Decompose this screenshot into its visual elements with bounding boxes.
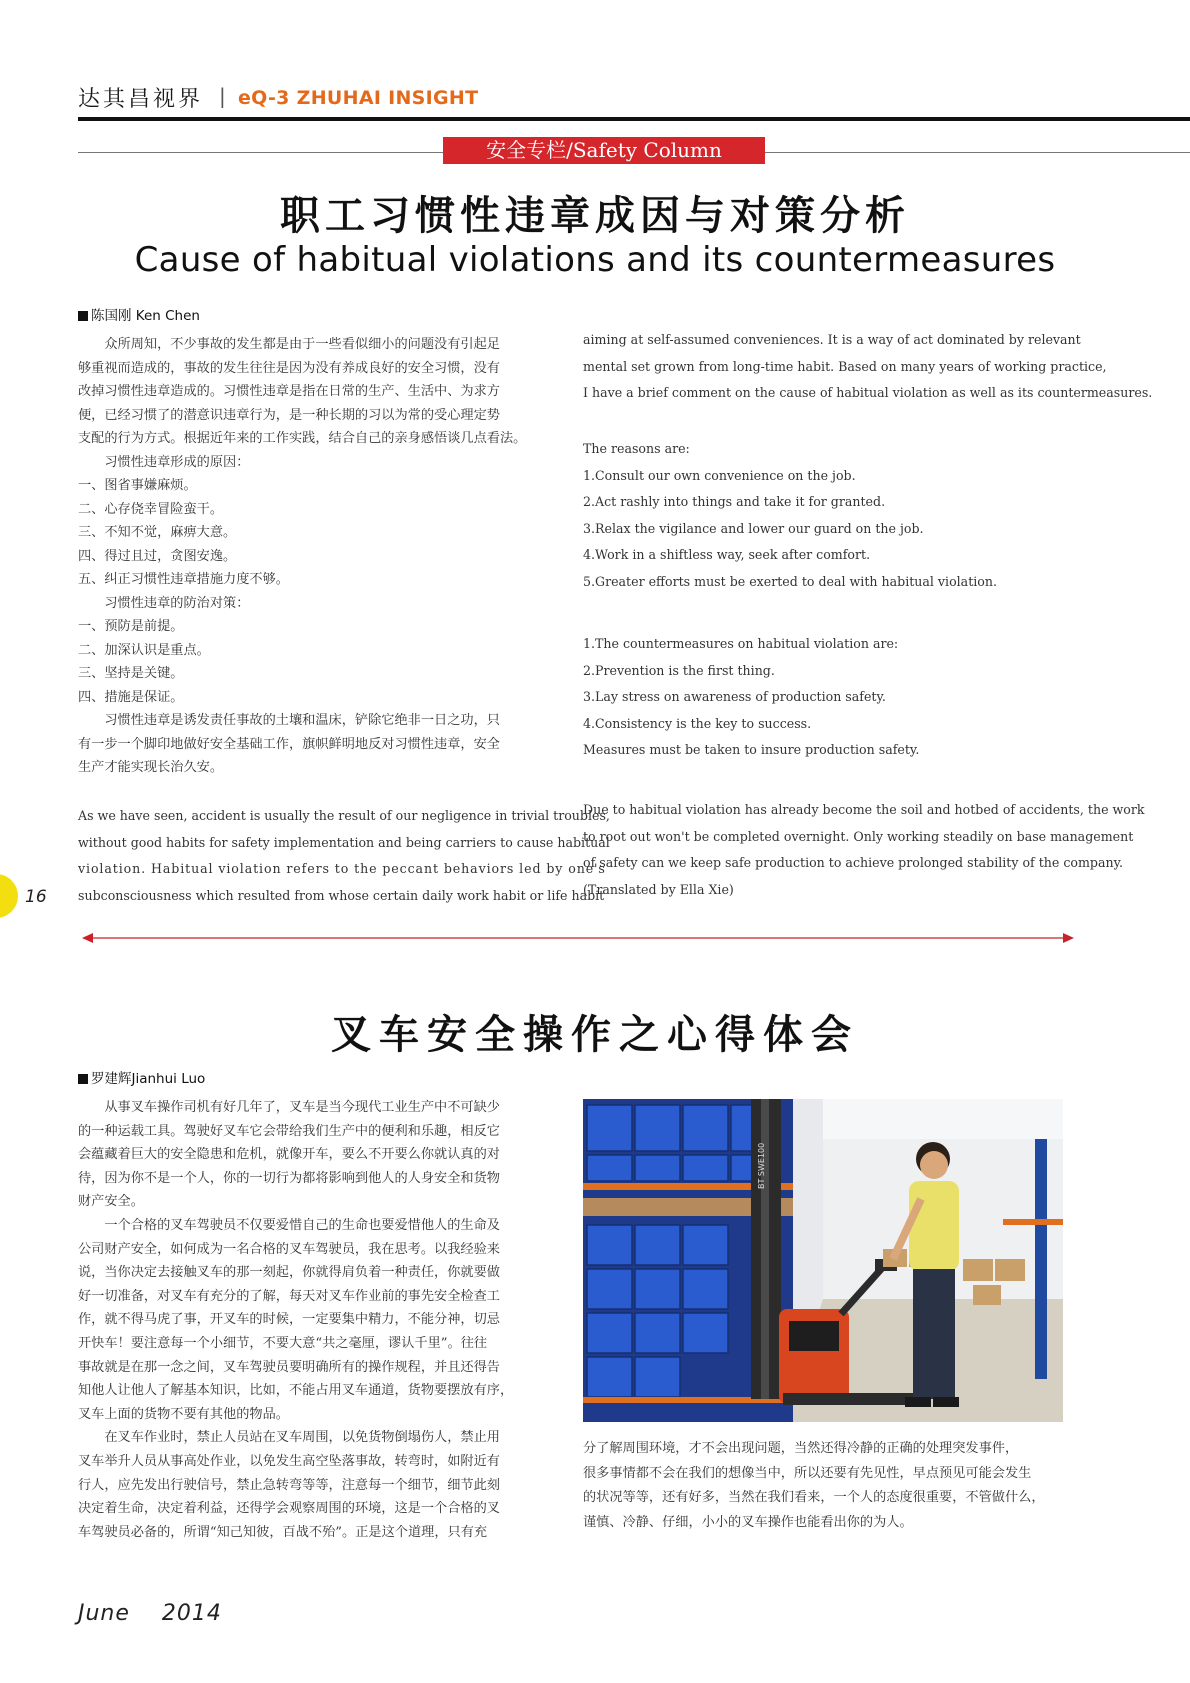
text-line: 说，当你决定去接触叉车的那一刻起，你就得肩负着一种责任，你就要做 [78,1265,500,1281]
article1-right-intro [583,327,1152,407]
text-line: 知他人让他人了解基本知识，比如，不能占用叉车通道，货物要摆放有序， [78,1383,514,1399]
text-line: 二、心存侥幸冒险蛮干。 [78,501,224,517]
text-line: 习惯性违章是诱发责任事故的土壤和温床，铲除它绝非一日之功，只 [78,713,500,728]
article1-author [78,304,200,324]
author-square-icon [78,1074,88,1084]
text-line: 一个合格的叉车驾驶员不仅要爱惜自己的生命也要爱惜他人的生命及 [78,1218,500,1233]
article1-right-en-line: I have a brief comment on the cause of habitual violation as well as its countermeasures. [583,385,1153,400]
article2-author-name: 罗建辉Jianhui Luo [91,1071,206,1087]
reason-item: 3.Relax the vigilance and lower our guard on the job. [583,520,924,536]
text-line: 在叉车作业时，禁止人员站在叉车周围，以免货物倒塌伤人，禁止用 [78,1430,500,1446]
text-line: 改掉习惯性违章造成的。习惯性违章是指在日常的生产、生活中、为求方 [78,384,500,399]
text-line: 作，就不得马虎了事，开叉车的时候，一定要集中精力，不能分神，切忌 [78,1312,500,1328]
countermeasure-item: 3.Lay stress on awareness of production safety. [583,689,886,704]
text-line: 三、坚持是关键。 [78,666,184,681]
article2-author [78,1067,205,1087]
closing-line: to root out won't be completed overnight. Only working steadily on base management [583,828,1134,844]
closing-line: Due to habitual violation has already become the soil and hotbed of accidents, the work [583,802,1145,817]
arrow-right-icon [1063,933,1074,943]
reason-item: 4.Work in a shiftless way, seek after comfort. [583,547,871,562]
article1-left-en-line: violation. Habitual violation refers to the peccant behaviors led by one's [78,861,606,876]
article2-title-chinese: 叉车安全操作之心得体会 [331,1011,859,1058]
text-line: 一、预防是前提。 [78,619,184,634]
text-line: 四、得过且过，贪图安逸。 [78,548,237,564]
text-line: 从事叉车操作司机有好几年了，叉车是当今现代工业生产中不可缺少 [78,1100,500,1115]
text-line: 公司财产安全，如何成为一名合格的叉车驾驶员，我在思考。以我经验来 [78,1241,500,1257]
page-number-tab [0,874,18,918]
article1-reasons-list [583,436,997,595]
text-line: 谨慎、冷静、仔细，小小的叉车操作也能看出你的为人。 [583,1514,913,1530]
text-line: 待，因为你不是一个人，你的一切行为都将影响到他人的人身安全和货物 [78,1170,500,1186]
page-number: 16 [25,887,47,907]
forklift-label: BT SWE100 [757,1142,766,1189]
text-line: 行人，应先发出行驶信号，禁止急转弯等等，注意每一个细节，细节此刻 [78,1477,500,1493]
closing-line: of safety can we keep safe production to achieve prolonged stability of the company. [583,855,1124,870]
arrow-divider [82,931,1074,945]
issue-date [78,1601,222,1626]
forklift-warehouse-photo [583,1099,1063,1422]
article1-closing [583,797,1145,903]
text-line: 二、加深认识是重点。 [78,642,210,658]
reasons-heading: The reasons are: [583,441,690,456]
text-line: 的一种运载工具。驾驶好叉车它会带给我们生产中的便利和乐趣，相反它 [78,1123,500,1139]
article1-title-english: Cause of habitual violations and its countermeasures [134,240,1056,280]
countermeasure-item: Measures must be taken to insure production safety. [583,742,920,757]
text-line: 叉车举升人员从事高处作业，以免发生高空坠落事故，转弯时，如附近有 [78,1454,500,1469]
text-line: 很多事情都不会在我们的想像当中，所以还要有先见性，早点预见可能会发生 [583,1465,1032,1481]
text-line: 会蕴藏着巨大的安全隐患和危机，就像开车，要么不开要么你就认真的对 [78,1147,500,1163]
text-line: 习惯性违章形成的原因： [78,454,250,470]
text-line: 五、纠正习惯性违章措施力度不够。 [78,572,289,587]
text-line: 有一步一个脚印地做好安全基础工作，旗帜鲜明地反对习惯性违章，安全 [78,736,500,752]
text-line: 财产安全。 [78,1194,144,1210]
text-line: 够重视而造成的，事故的发生往往是因为没有养成良好的安全习惯，没有 [78,360,500,376]
text-line: 开快车！要注意每一个小细节，不要大意“共之毫厘，谬认千里”。往往 [78,1336,488,1351]
masthead-separator: | [219,84,226,108]
text-line: 三、不知不觉，麻痹大意。 [78,525,237,540]
text-line: 车驾驶员必备的，所谓“知己知彼，百战不殆”。正是这个道理，只有充 [78,1524,488,1540]
countermeasure-item: 1.The countermeasures on habitual violation are: [583,636,899,651]
text-line: 生产才能实现长治久安。 [78,760,224,775]
countermeasure-item: 2.Prevention is the first thing. [583,662,775,678]
header-rule-thick [78,117,1190,121]
masthead-chinese: 达其昌视界 [78,87,204,112]
text-line: 便，已经习惯了的潜意识违章行为，是一种长期的习以为常的受心理定势 [78,407,500,423]
translator-credit: (Translated by Ella Xie) [583,881,734,897]
article1-left-english [78,803,610,909]
masthead-english: eQ-3 ZHUHAI INSIGHT [238,87,479,109]
reason-item: 2.Act rashly into things and take it for granted. [583,494,886,509]
arrow-left-icon [82,933,93,943]
issue-year: 2014 [161,1601,222,1626]
reason-item: 5.Greater efforts must be exerted to deal with habitual violation. [583,573,997,589]
text-line: 支配的行为方式。根据近年来的工作实践，结合自己的亲身感悟谈几点看法。 [78,431,527,446]
article1-left-en-line: As we have seen, accident is usually the result of our negligence in trivial troubles, [78,808,610,823]
article1-left-en-line: without good habits for safety implementation and being carriers to cause habitual [78,834,610,850]
forklift-photo-illustration [583,1099,1063,1422]
text-line: 事故就是在那一念之间，叉车驾驶员要明确所有的操作规程，并且还得告 [78,1359,500,1375]
article1-author-name: 陈国刚 Ken Chen [91,308,200,324]
text-line: 叉车上面的货物不要有其他的物品。 [78,1406,289,1422]
text-line: 的状况等等，还有好多，当然在我们看来，一个人的态度很重要，不管做什么， [583,1490,1045,1505]
text-line: 分了解周围环境，才不会出现问题，当然还得冷静的正确的处理突发事件， [583,1441,1019,1456]
column-tag: 安全专栏/Safety Column [443,137,765,164]
article1-left-en-line: subconsciousness which resulted from whose certain daily work habit or life habit [78,887,605,903]
text-line: 众所周知，不少事故的发生都是由于一些看似细小的问题没有引起足 [78,337,500,352]
reason-item: 1.Consult our own convenience on the job. [583,467,856,483]
article1-title-chinese: 职工习惯性违章成因与对策分析 [280,192,910,239]
text-line: 四、措施是保证。 [78,689,184,705]
article1-right-en-line: aiming at self-assumed conveniences. It is a way of act dominated by relevant [583,332,1081,347]
issue-month: June [78,1601,130,1626]
text-line: 好一切准备，对叉车有充分的了解，每天对叉车作业前的事先安全检查工 [78,1288,500,1304]
article1-countermeasures-list [583,631,919,764]
countermeasure-item: 4.Consistency is the key to success. [583,715,812,731]
author-square-icon [78,311,88,321]
text-line: 习惯性违章的防治对策： [78,595,250,611]
text-line: 一、图省事嫌麻烦。 [78,478,197,493]
text-line: 决定着生命，决定着利益，还得学会观察周围的环境，这是一个合格的叉 [78,1501,500,1517]
article1-right-en-line: mental set grown from long-time habit. Based on many years of working practice, [583,358,1107,374]
